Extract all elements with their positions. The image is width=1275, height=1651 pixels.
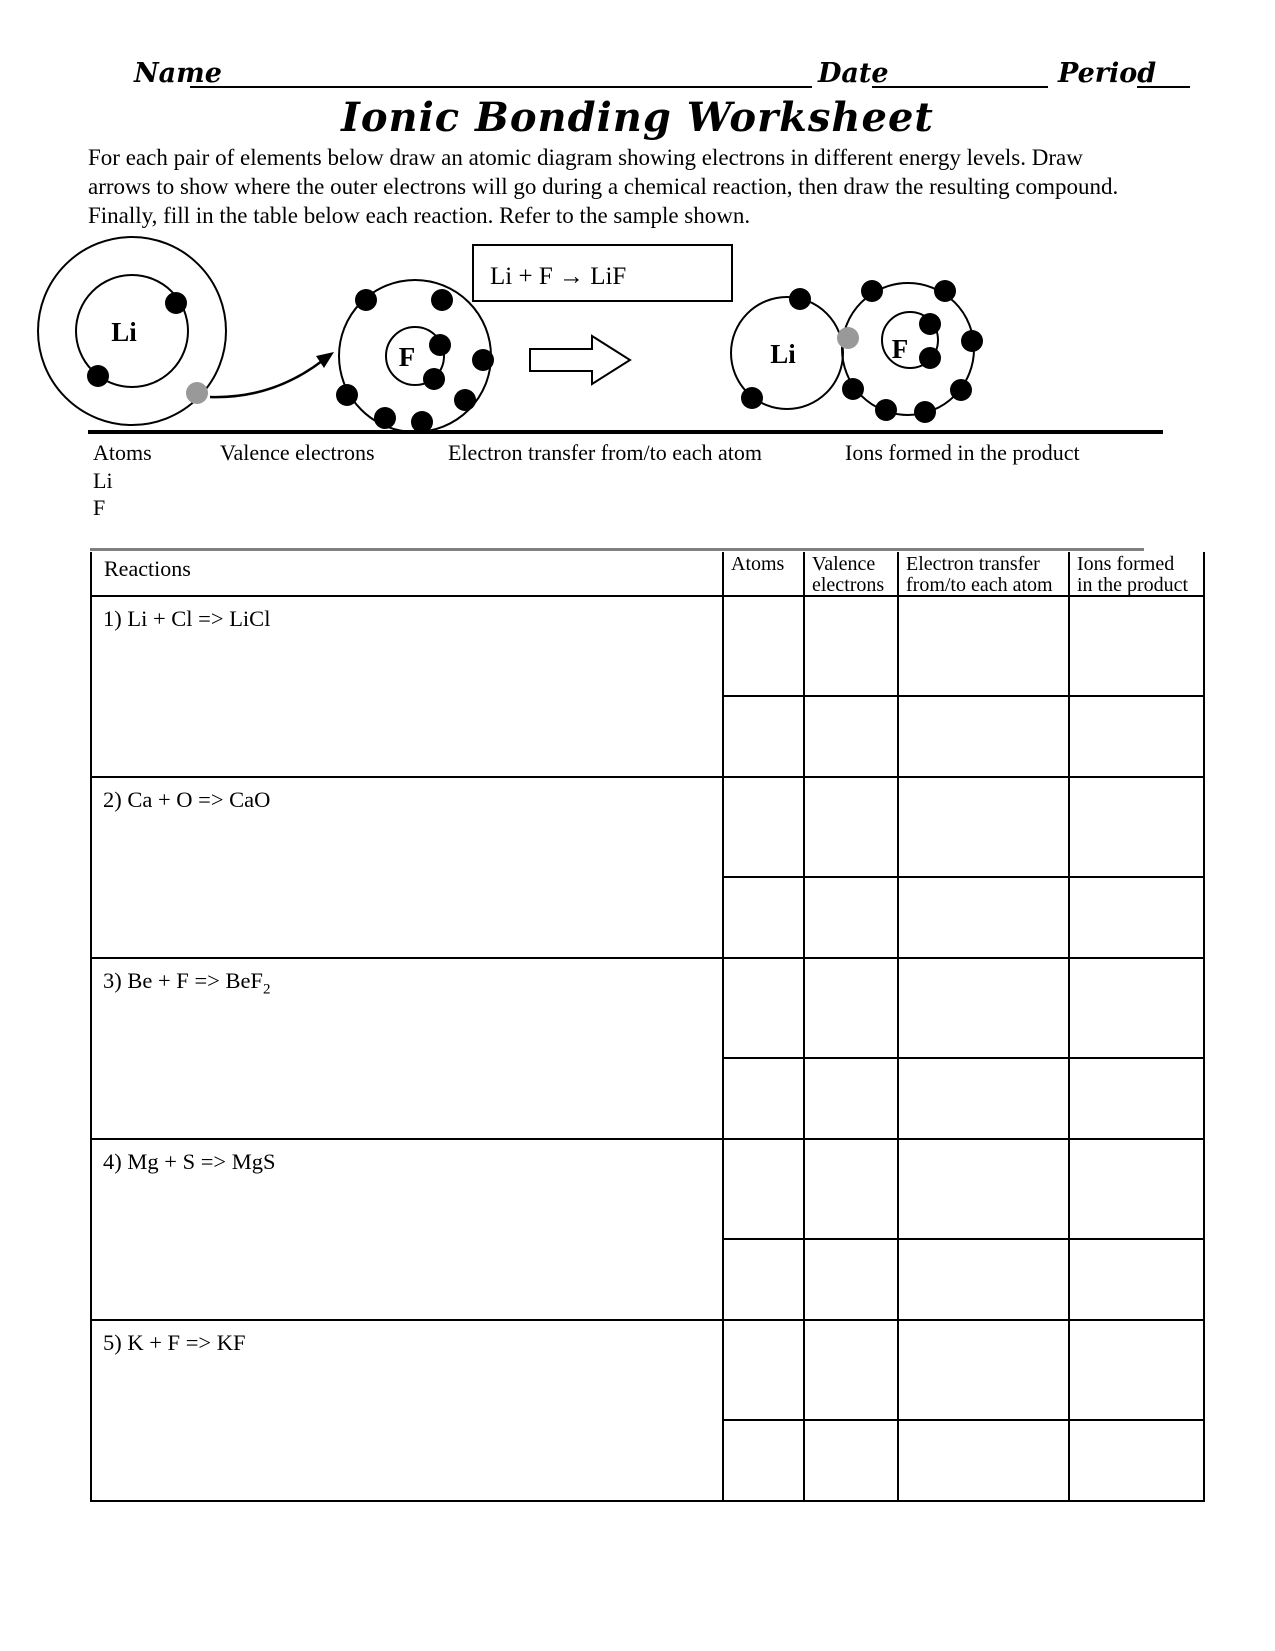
electron-dot (454, 389, 476, 411)
reaction-label-2: 2) Ca + O => CaO (92, 778, 724, 959)
answer-cell-atoms-5b (724, 1421, 805, 1502)
electron-dot (165, 292, 187, 314)
answer-cell-ions-4a (1070, 1140, 1205, 1240)
col-header-valence: Valence electrons (805, 552, 899, 597)
electron-dot (934, 280, 956, 302)
electron-dot (842, 378, 864, 400)
instructions-line-1: For each pair of elements below draw an atomic diagram showing electrons in different energy levels. Draw (88, 145, 1083, 170)
block-arrow-icon (530, 336, 630, 384)
answer-cell-transfer-3b (899, 1059, 1070, 1140)
electron-dot (431, 289, 453, 311)
electron-dot (423, 368, 445, 390)
electron-dot (961, 330, 983, 352)
electron-dot (472, 349, 494, 371)
period-blank-line (1137, 86, 1190, 88)
answer-cell-atoms-1b (724, 697, 805, 778)
answer-cell-valence-1b (805, 697, 899, 778)
electron-dot (919, 313, 941, 335)
transferred-electron-dot (186, 382, 208, 404)
electron-dot (429, 334, 451, 356)
electron-dot (861, 280, 883, 302)
answer-cell-valence-4a (805, 1140, 899, 1240)
li-product-symbol: Li (770, 339, 796, 369)
date-blank-line (872, 86, 1048, 88)
answer-cell-atoms-2a (724, 778, 805, 878)
col-header-reactions: Reactions (92, 552, 724, 597)
reaction-label-4: 4) Mg + S => MgS (92, 1140, 724, 1321)
electron-dot (355, 289, 377, 311)
answer-cell-valence-1a (805, 597, 899, 697)
answer-cell-valence-3a (805, 959, 899, 1059)
sample-atom-f: F (93, 495, 106, 520)
electron-dot (374, 407, 396, 429)
name-label: Name (134, 58, 222, 89)
electron-dot (914, 401, 936, 423)
reactions-table (90, 552, 1205, 1502)
sample-reaction-diagram (0, 228, 1030, 436)
answer-cell-transfer-1a (899, 597, 1070, 697)
answer-cell-atoms-3b (724, 1059, 805, 1140)
answer-cell-ions-1b (1070, 697, 1205, 778)
period-label: Period (1058, 58, 1157, 89)
electron-dot (336, 384, 358, 406)
equation-box (473, 245, 732, 301)
answer-cell-valence-3b (805, 1059, 899, 1140)
answer-cell-ions-2b (1070, 878, 1205, 959)
electron-dot (87, 365, 109, 387)
col-header-atoms: Atoms (724, 552, 805, 597)
instructions (88, 143, 1118, 230)
answer-cell-valence-5a (805, 1321, 899, 1421)
answer-cell-transfer-5b (899, 1421, 1070, 1502)
name-blank-line (190, 86, 812, 88)
sample-col-atoms: Atoms (93, 440, 152, 465)
answer-cell-valence-2a (805, 778, 899, 878)
sample-col-ions: Ions formed in the product (845, 440, 1080, 465)
answer-cell-ions-5b (1070, 1421, 1205, 1502)
answer-cell-ions-1a (1070, 597, 1205, 697)
answer-cell-transfer-5a (899, 1321, 1070, 1421)
electron-transfer-arrow (210, 352, 334, 397)
answer-cell-ions-3b (1070, 1059, 1205, 1140)
reaction-label-1: 1) Li + Cl => LiCl (92, 597, 724, 778)
date-label: Date (818, 58, 889, 89)
sample-col-transfer: Electron transfer from/to each atom (448, 440, 762, 465)
answer-cell-atoms-4a (724, 1140, 805, 1240)
answer-cell-transfer-2a (899, 778, 1070, 878)
answer-cell-transfer-1b (899, 697, 1070, 778)
sample-atom-li: Li (93, 468, 113, 493)
section-divider-rule (88, 430, 1163, 434)
answer-cell-ions-5a (1070, 1321, 1205, 1421)
instructions-line-2: arrows to show where the outer electrons will go during a chemical reaction, then draw the resulting compound. (88, 174, 1119, 199)
answer-cell-transfer-3a (899, 959, 1070, 1059)
equation-text: Li + F → LiF (490, 263, 627, 290)
answer-cell-transfer-4a (899, 1140, 1070, 1240)
answer-cell-valence-4b (805, 1240, 899, 1321)
electron-dot (875, 399, 897, 421)
answer-cell-ions-2a (1070, 778, 1205, 878)
electron-dot (741, 387, 763, 409)
answer-cell-atoms-5a (724, 1321, 805, 1421)
answer-cell-ions-4b (1070, 1240, 1205, 1321)
answer-cell-ions-3a (1070, 959, 1205, 1059)
answer-cell-atoms-3a (724, 959, 805, 1059)
li-reactant-symbol: Li (111, 317, 137, 347)
answer-cell-transfer-4b (899, 1240, 1070, 1321)
lithium-atom-reactant (38, 237, 226, 425)
answer-cell-valence-5b (805, 1421, 899, 1502)
page-title: Ionic Bonding Worksheet (341, 94, 934, 141)
fluorine-atom-reactant (336, 280, 494, 433)
f-reactant-symbol: F (398, 342, 416, 372)
f-product-symbol: F (891, 334, 909, 364)
instructions-line-3: Finally, fill in the table below each reaction. Refer to the sample shown. (88, 203, 751, 228)
col-header-ions: Ions formed in the product (1070, 552, 1205, 597)
answer-cell-transfer-2b (899, 878, 1070, 959)
reaction-label-5: 5) K + F => KF (92, 1321, 724, 1502)
product-lif-diagram (731, 280, 983, 423)
table-top-gray-rule (90, 548, 1144, 551)
electron-dot (919, 347, 941, 369)
col-header-transfer: Electron transfer from/to each atom (899, 552, 1070, 597)
answer-cell-atoms-4b (724, 1240, 805, 1321)
answer-cell-atoms-1a (724, 597, 805, 697)
reaction-label-3: 3) Be + F => BeF$_2$ (92, 959, 724, 1140)
electron-dot (950, 379, 972, 401)
sample-col-valence: Valence electrons (220, 440, 375, 465)
arrowhead-icon (316, 352, 334, 368)
answer-cell-valence-2b (805, 878, 899, 959)
answer-cell-atoms-2b (724, 878, 805, 959)
transferred-electron-dot (837, 327, 859, 349)
electron-dot (789, 288, 811, 310)
